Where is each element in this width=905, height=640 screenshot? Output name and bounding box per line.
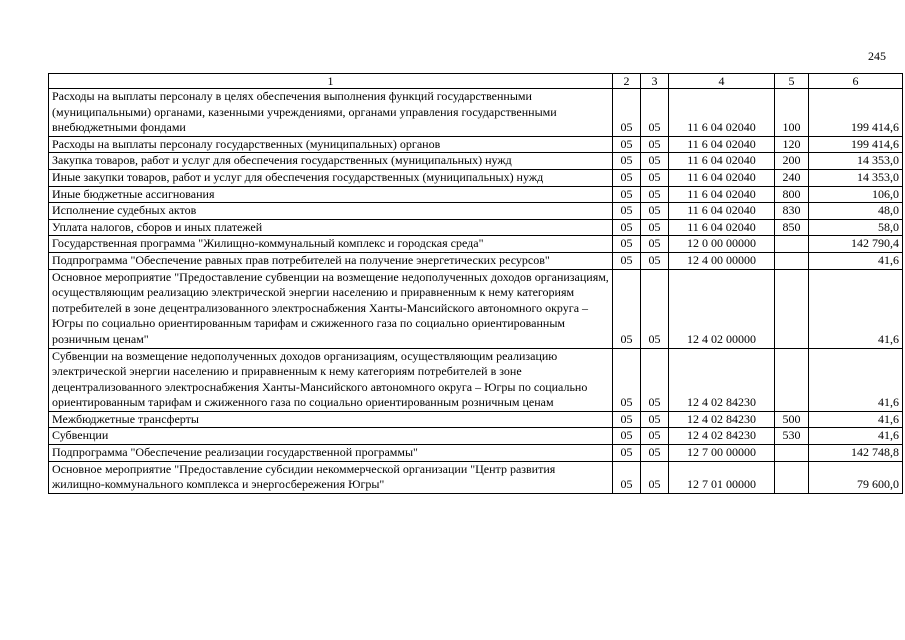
row-section-cell: 05 <box>613 411 641 428</box>
row-subsection-cell: 05 <box>641 411 669 428</box>
row-section-cell: 05 <box>613 203 641 220</box>
row-amount-cell: 142 748,8 <box>809 445 903 462</box>
page-number: 245 <box>868 49 886 63</box>
row-amount-cell: 41,6 <box>809 269 903 348</box>
header-cell-target-article: 4 <box>669 74 775 89</box>
row-target-article-cell: 12 4 02 84230 <box>669 428 775 445</box>
table-row <box>49 348 903 411</box>
row-amount-cell: 41,6 <box>809 252 903 269</box>
row-subsection-cell: 05 <box>641 219 669 236</box>
header-cell-subsection: 3 <box>641 74 669 89</box>
table-row <box>49 153 903 170</box>
row-expense-type-cell: 500 <box>775 411 809 428</box>
row-name-cell: Межбюджетные трансферты <box>49 411 613 428</box>
row-subsection-cell: 05 <box>641 89 669 137</box>
row-name-cell: Подпрограмма "Обеспечение равных прав потребителей на получение энергетических ресурсов" <box>49 252 613 269</box>
row-expense-type-cell: 850 <box>775 219 809 236</box>
row-subsection-cell: 05 <box>641 186 669 203</box>
row-name-cell: Основное мероприятие "Предоставление субсидии некоммерческой организации "Центр развития жилищно-коммунального комплекса и энергосбережения Югры" <box>49 461 613 493</box>
row-expense-type-cell <box>775 445 809 462</box>
row-name-cell: Закупка товаров, работ и услуг для обеспечения государственных (муниципальных) нужд <box>49 153 613 170</box>
row-expense-type-cell <box>775 348 809 411</box>
row-amount-cell: 41,6 <box>809 348 903 411</box>
row-name-cell: Субвенции <box>49 428 613 445</box>
row-target-article-cell: 11 6 04 02040 <box>669 89 775 137</box>
row-target-article-cell: 12 7 01 00000 <box>669 461 775 493</box>
header-cell-amount: 6 <box>809 74 903 89</box>
header-cell-name: 1 <box>49 74 613 89</box>
table-row <box>49 89 903 137</box>
table-row <box>49 252 903 269</box>
row-subsection-cell: 05 <box>641 153 669 170</box>
row-target-article-cell: 12 4 00 00000 <box>669 252 775 269</box>
budget-table <box>48 73 903 494</box>
row-target-article-cell: 11 6 04 02040 <box>669 136 775 153</box>
row-expense-type-cell: 530 <box>775 428 809 445</box>
row-amount-cell: 14 353,0 <box>809 153 903 170</box>
table-row <box>49 428 903 445</box>
row-section-cell: 05 <box>613 236 641 253</box>
row-amount-cell: 106,0 <box>809 186 903 203</box>
row-target-article-cell: 11 6 04 02040 <box>669 219 775 236</box>
row-name-cell: Уплата налогов, сборов и иных платежей <box>49 219 613 236</box>
row-subsection-cell: 05 <box>641 348 669 411</box>
row-name-cell: Исполнение судебных актов <box>49 203 613 220</box>
row-name-cell: Иные бюджетные ассигнования <box>49 186 613 203</box>
header-cell-expense-type: 5 <box>775 74 809 89</box>
row-target-article-cell: 11 6 04 02040 <box>669 153 775 170</box>
header-cell-section: 2 <box>613 74 641 89</box>
row-expense-type-cell: 800 <box>775 186 809 203</box>
row-section-cell: 05 <box>613 169 641 186</box>
row-section-cell: 05 <box>613 136 641 153</box>
table-body <box>49 89 903 494</box>
table-row <box>49 236 903 253</box>
row-section-cell: 05 <box>613 252 641 269</box>
table-row <box>49 411 903 428</box>
table-row <box>49 136 903 153</box>
row-subsection-cell: 05 <box>641 169 669 186</box>
table-header-row <box>49 74 903 89</box>
row-name-cell: Основное мероприятие "Предоставление субвенции на возмещение недополученных доходов организациям, осуществляющим реализацию электрической энергии населению и приравненным к нему категориям потребителей в зоне децентрализованного электроснабжения Ханты-Мансийского автономного округа – Югры по социально ориентированным тарифам и сжиженного газа по социально ориентированным розничным ценам" <box>49 269 613 348</box>
row-expense-type-cell: 200 <box>775 153 809 170</box>
row-name-cell: Субвенции на возмещение недополученных доходов организациям, осуществляющим реализацию электрической энергии населению и приравненным к нему категориям потребителей в зоне децентрализованного электроснабжения Ханты-Мансийского автономного округа – Югры по социально ориентированным тарифам и сжиженного газа по социально ориентированным розничным ценам <box>49 348 613 411</box>
row-name-cell: Подпрограмма "Обеспечение реализации государственной программы" <box>49 445 613 462</box>
row-amount-cell: 41,6 <box>809 428 903 445</box>
table-row <box>49 461 903 493</box>
row-subsection-cell: 05 <box>641 252 669 269</box>
row-target-article-cell: 11 6 04 02040 <box>669 169 775 186</box>
row-section-cell: 05 <box>613 219 641 236</box>
row-expense-type-cell: 830 <box>775 203 809 220</box>
row-section-cell: 05 <box>613 89 641 137</box>
row-amount-cell: 199 414,6 <box>809 89 903 137</box>
table-row <box>49 169 903 186</box>
row-subsection-cell: 05 <box>641 236 669 253</box>
row-target-article-cell: 12 7 00 00000 <box>669 445 775 462</box>
row-section-cell: 05 <box>613 461 641 493</box>
row-expense-type-cell: 120 <box>775 136 809 153</box>
row-target-article-cell: 12 0 00 00000 <box>669 236 775 253</box>
table-row <box>49 269 903 348</box>
row-subsection-cell: 05 <box>641 445 669 462</box>
table-row <box>49 445 903 462</box>
row-name-cell: Государственная программа "Жилищно-коммунальный комплекс и городская среда" <box>49 236 613 253</box>
row-target-article-cell: 11 6 04 02040 <box>669 186 775 203</box>
row-expense-type-cell <box>775 236 809 253</box>
row-section-cell: 05 <box>613 348 641 411</box>
row-target-article-cell: 12 4 02 84230 <box>669 348 775 411</box>
row-expense-type-cell <box>775 461 809 493</box>
row-name-cell: Иные закупки товаров, работ и услуг для обеспечения государственных (муниципальных) нужд <box>49 169 613 186</box>
row-expense-type-cell: 100 <box>775 89 809 137</box>
row-amount-cell: 79 600,0 <box>809 461 903 493</box>
row-section-cell: 05 <box>613 428 641 445</box>
row-target-article-cell: 12 4 02 00000 <box>669 269 775 348</box>
row-expense-type-cell: 240 <box>775 169 809 186</box>
table-row <box>49 186 903 203</box>
table-row <box>49 219 903 236</box>
row-amount-cell: 14 353,0 <box>809 169 903 186</box>
row-section-cell: 05 <box>613 269 641 348</box>
row-expense-type-cell <box>775 269 809 348</box>
row-target-article-cell: 12 4 02 84230 <box>669 411 775 428</box>
row-amount-cell: 41,6 <box>809 411 903 428</box>
row-name-cell: Расходы на выплаты персоналу государственных (муниципальных) органов <box>49 136 613 153</box>
row-expense-type-cell <box>775 252 809 269</box>
row-section-cell: 05 <box>613 153 641 170</box>
row-subsection-cell: 05 <box>641 136 669 153</box>
row-amount-cell: 48,0 <box>809 203 903 220</box>
row-subsection-cell: 05 <box>641 203 669 220</box>
row-target-article-cell: 11 6 04 02040 <box>669 203 775 220</box>
row-amount-cell: 199 414,6 <box>809 136 903 153</box>
row-name-cell: Расходы на выплаты персоналу в целях обеспечения выполнения функций государственными (муниципальными) органами, казенными учреждениями, органами управления государственными внебюджетными фондами <box>49 89 613 137</box>
row-subsection-cell: 05 <box>641 269 669 348</box>
row-amount-cell: 142 790,4 <box>809 236 903 253</box>
row-subsection-cell: 05 <box>641 461 669 493</box>
row-subsection-cell: 05 <box>641 428 669 445</box>
row-amount-cell: 58,0 <box>809 219 903 236</box>
row-section-cell: 05 <box>613 186 641 203</box>
table-row <box>49 203 903 220</box>
row-section-cell: 05 <box>613 445 641 462</box>
